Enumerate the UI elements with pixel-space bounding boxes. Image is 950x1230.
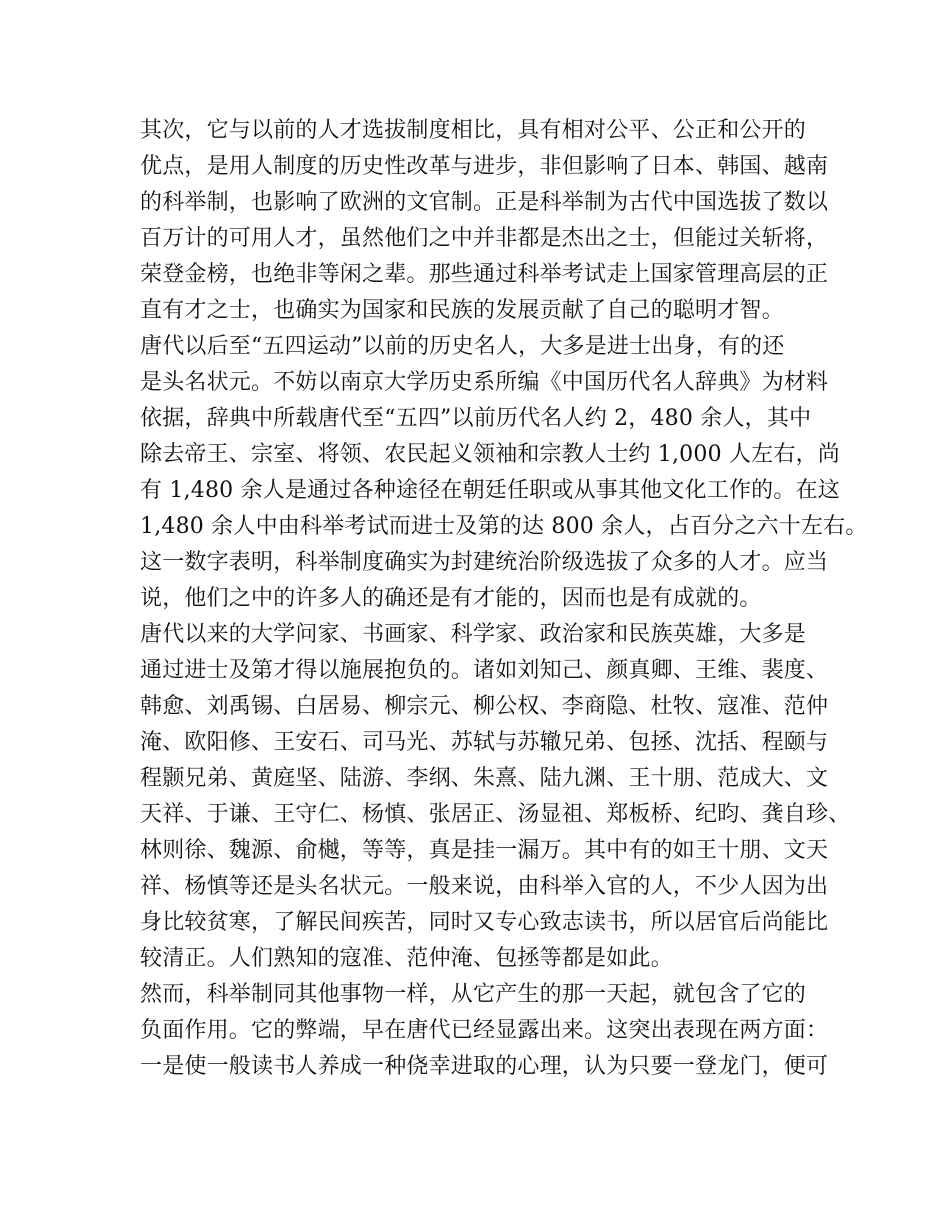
text-line: 其次，它与以前的人才选拔制度相比，具有相对公平、公正和公开的 <box>140 118 807 143</box>
text-line: 韩愈、刘禹锡、白居易、柳宗元、柳公权、李商隐、杜牧、寇准、范仲 <box>140 694 829 719</box>
text-line: 唐代以后至“五四运动”以前的历史名人，大多是进士出身，有的还 <box>140 334 785 359</box>
text-line: 负面作用。它的弊端，早在唐代已经显露出来。这突出表现在两方面： <box>140 1018 829 1043</box>
text-line: 淹、欧阳修、王安石、司马光、苏轼与苏辙兄弟、包拯、沈括、程颐与 <box>140 730 829 755</box>
text-line: 这一数字表明，科举制度确实为封建统治阶级选拔了众多的人才。应当 <box>140 550 829 575</box>
text-line: 是头名状元。不妨以南京大学历史系所编《中国历代名人辞典》为材料 <box>140 370 829 395</box>
text-line: 较清正。人们熟知的寇准、范仲淹、包拯等都是如此。 <box>140 946 673 971</box>
text-line: 说，他们之中的许多人的确还是有才能的，因而也是有成就的。 <box>140 586 762 611</box>
text-line: 唐代以来的大学问家、书画家、科学家、政治家和民族英雄，大多是 <box>140 622 807 647</box>
text-line: 身比较贫寒，了解民间疾苦，同时又专心致志读书，所以居官后尚能比 <box>140 910 829 935</box>
text-line: 程颢兄弟、黄庭坚、陆游、李纲、朱熹、陆九渊、王十朋、范成大、文 <box>140 766 829 791</box>
text-line: 荣登金榜，也绝非等闲之辈。那些通过科举考试走上国家管理高层的正 <box>140 262 829 287</box>
text-line: 1,480 余人中由科举考试而进士及第的达 800 余人，占百分之六十左右。 <box>140 514 868 539</box>
text-line: 天祥、于谦、王守仁、杨慎、张居正、汤显祖、郑板桥、纪昀、龚自珍、 <box>140 802 851 827</box>
text-line: 通过进士及第才得以施展抱负的。诸如刘知己、颜真卿、王维、裴度、 <box>140 658 829 683</box>
text-line: 优点，是用人制度的历史性改革与进步，非但影响了日本、韩国、越南 <box>140 154 829 179</box>
text-line: 然而，科举制同其他事物一样，从它产生的那一天起，就包含了它的 <box>140 982 807 1007</box>
text-line: 有 1,480 余人是通过各种途径在朝廷任职或从事其他文化工作的。在这 <box>140 478 840 503</box>
text-line: 祥、杨慎等还是头名状元。一般来说，由科举入官的人，不少人因为出 <box>140 874 829 899</box>
text-line: 一是使一般读书人养成一种侥幸进取的心理，认为只要一登龙门，便可 <box>140 1054 829 1079</box>
text-line: 的科举制，也影响了欧洲的文官制。正是科举制为古代中国选拔了数以 <box>140 190 829 215</box>
text-line: 林则徐、魏源、俞樾，等等，真是挂一漏万。其中有的如王十朋、文天 <box>140 838 829 863</box>
text-line: 百万计的可用人才，虽然他们之中并非都是杰出之士，但能过关斩将， <box>140 226 829 251</box>
text-line: 直有才之士，也确实为国家和民族的发展贡献了自己的聪明才智。 <box>140 298 784 323</box>
text-line: 依据，辞典中所载唐代至“五四”以前历代名人约 2，480 余人，其中 <box>140 406 812 431</box>
text-line: 除去帝王、宗室、将领、农民起义领袖和宗教人士约 1,000 人左右，尚 <box>140 442 840 467</box>
